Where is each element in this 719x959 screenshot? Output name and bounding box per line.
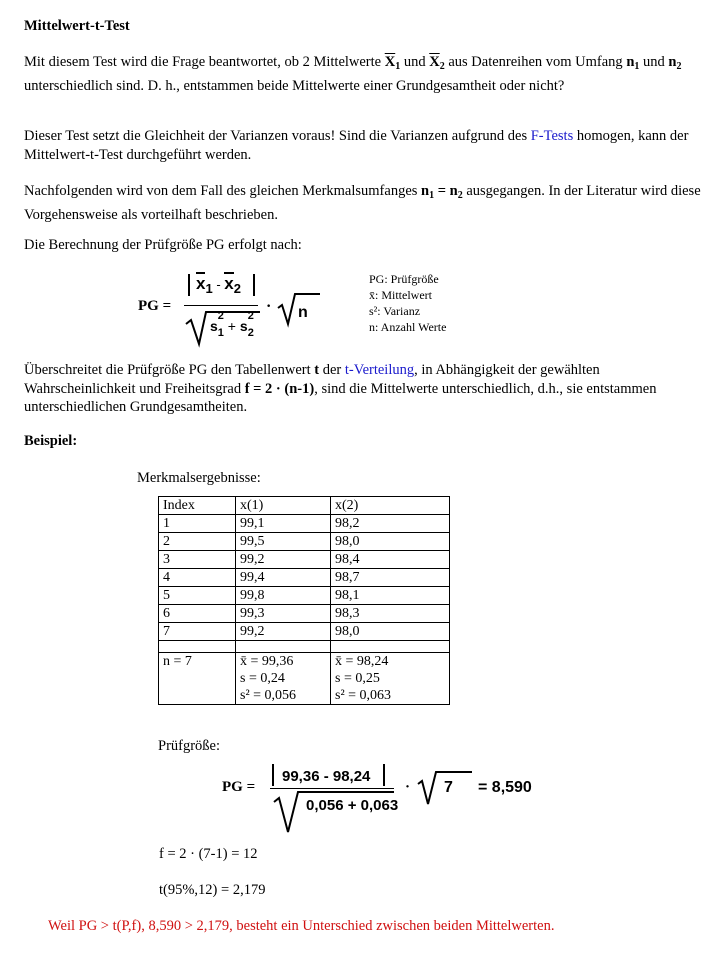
legend-item: x̄: Mittelwert [369, 288, 432, 302]
summary-mean: x̄ = 99,36 [240, 654, 294, 669]
sample-size-text-2: ausgegangen. In der Literatur wird diese Vorgehensweise als vorteilhaft beschrieben. [24, 183, 701, 223]
intro-text: Mit diesem Test wird die Frage beantwortet, ob 2 Mittelwerte [24, 54, 385, 70]
f-calculation: f = 2 · (7-1) = 12 [159, 846, 258, 862]
conclusion-text: Überschreitet die Prüfgröße PG den Tabellenwert [24, 362, 315, 378]
table-spacer-row [159, 641, 450, 653]
fraction-line [184, 305, 258, 306]
table-header: Index [159, 497, 236, 515]
table-cell [331, 641, 450, 653]
formula-legend [369, 271, 446, 335]
table-cell: 2 [159, 533, 236, 551]
table-cell: 98,7 [331, 569, 450, 587]
intro-and-2: und [639, 54, 669, 70]
conclusion-t: t [314, 362, 320, 378]
formula-numerator [188, 274, 260, 298]
table-cell: 98,4 [331, 551, 450, 569]
n-equality-sub2: 2 [457, 190, 463, 201]
intro-paragraph [24, 53, 704, 95]
table-cell: 6 [159, 605, 236, 623]
table-cell: 7 [159, 623, 236, 641]
summary-variance: s² = 0,056 [240, 688, 297, 703]
num-x1-sub: 1 [205, 281, 213, 296]
conclusion-text-4: , sind die Mittelwerte unterschiedlich, d.h., sie entstammen unterschiedlichen Grundgesamtheiten. [24, 380, 657, 415]
table-caption: Merkmalsergebnisse: [137, 470, 261, 486]
table-row [159, 515, 450, 533]
pg-dot: · [405, 779, 411, 795]
table-row [159, 533, 450, 551]
degrees-of-freedom: f = 2 · (n-1) [244, 380, 315, 397]
page-title: Mittelwert-t-Test [24, 18, 130, 34]
pg-numerator: 99,36 - 98,24 [282, 768, 371, 785]
den-s2-scripts [247, 310, 254, 339]
intro-text-2: aus Datenreihen vom Umfang [444, 54, 627, 70]
sample-size-text: Nachfolgenden wird von dem Fall des gleichen Merkmalsumfanges [24, 183, 422, 199]
table-cell: 99,4 [236, 569, 331, 587]
table-cell: 99,1 [236, 515, 331, 533]
calc-intro: Die Berechnung der Prüfgröße PG erfolgt nach: [24, 237, 302, 253]
n2: n [668, 54, 677, 70]
table-row [159, 569, 450, 587]
table-cell: 98,1 [331, 587, 450, 605]
table-summary-row [159, 653, 450, 705]
table-header: x(1) [236, 497, 331, 515]
summary-n: n = 7 [159, 653, 236, 705]
mean-x1: $\overline{X}$ [384, 54, 396, 70]
intro-text-3: unterschiedlich sind. D. h., entstammen beide Mittelwerte einer Grundgesamtheit oder nicht? [24, 77, 565, 94]
n-equality: n [421, 183, 430, 199]
pg-result: = 8,590 [478, 779, 532, 796]
n1: n [626, 54, 635, 70]
legend-item: n: Anzahl Werte [369, 320, 447, 334]
mean-x2-sub: 2 [439, 61, 445, 72]
summary-sd: s = 0,24 [240, 671, 285, 686]
table-row [159, 587, 450, 605]
num-x2-letter: x [224, 274, 234, 293]
variance-text: Dieser Test setzt die Gleichheit der Varianzen voraus! Sind die Varianzen aufgrund des [24, 128, 531, 144]
mean-x2: $\overline{X}$ [429, 54, 440, 70]
legend-item: PG: Prüfgröße [369, 272, 439, 286]
table-cell: 5 [159, 587, 236, 605]
formula-n: n [298, 304, 308, 321]
table-cell: 3 [159, 551, 236, 569]
table-cell: 98,0 [331, 533, 450, 551]
summary-sd: s = 0,25 [335, 671, 380, 686]
den-s1-sup: 2 [217, 310, 224, 322]
den-s2-sup: 2 [247, 310, 254, 322]
table-row [159, 605, 450, 623]
summary-variance: s² = 0,063 [335, 688, 392, 703]
intro-and: und [400, 54, 430, 70]
pg-abs-bar-right [383, 764, 385, 786]
table-header: x(2) [331, 497, 450, 515]
table-cell: 98,3 [331, 605, 450, 623]
table-cell: 98,0 [331, 623, 450, 641]
table-header-row [159, 497, 450, 515]
t-calculation: t(95%,12) = 2,179 [159, 882, 266, 898]
data-table [158, 496, 450, 705]
pg-abs-bar-left [272, 764, 274, 786]
final-statement: Weil PG > t(P,f), 8,590 > 2,179, besteht ein Unterschied zwischen beiden Mittelwerten. [48, 918, 555, 934]
t-distribution-link[interactable]: t-Verteilung [344, 362, 415, 378]
den-s2-sub: 2 [247, 327, 254, 339]
table-cell: 1 [159, 515, 236, 533]
table-cell: 99,5 [236, 533, 331, 551]
variance-paragraph [24, 127, 704, 164]
pg-n: 7 [444, 779, 453, 796]
den-s1: s [210, 318, 218, 334]
n-equality-sub1: 1 [429, 190, 435, 201]
pg-label: Prüfgröße: [158, 738, 221, 754]
table-cell: 99,3 [236, 605, 331, 623]
conclusion-text-3: , in Abhängigkeit der gewählten Wahrscheinlichkeit und Freiheitsgrad [24, 362, 600, 397]
conclusion-text-2: der [319, 362, 345, 378]
formula-dot: · [266, 298, 272, 315]
formula-denominator [210, 310, 254, 339]
den-s1-sub: 1 [217, 327, 224, 339]
summary-col2 [331, 653, 450, 705]
den-s1-scripts [217, 310, 224, 339]
num-minus: - [212, 277, 225, 292]
num-x1-letter: x [196, 274, 206, 293]
conclusion-paragraph [24, 361, 704, 417]
example-heading: Beispiel: [24, 433, 78, 449]
mean-x1-sub: 1 [395, 61, 401, 72]
f-test-link[interactable]: F-Tests [530, 128, 574, 144]
variance-text-2: homogen, kann der Mittelwert-t-Test durchgeführt werden. [24, 128, 689, 163]
table-cell [236, 641, 331, 653]
pg-denominator: 0,056 + 0,063 [306, 797, 399, 814]
table-cell: 99,8 [236, 587, 331, 605]
table-row [159, 623, 450, 641]
formula-lhs: PG = [138, 298, 172, 314]
den-plus: + [223, 318, 240, 334]
legend-item: s²: Varianz [369, 304, 421, 318]
abs-bar-left [188, 274, 190, 296]
n2-sub: 2 [676, 61, 682, 72]
table-cell [159, 641, 236, 653]
table-cell: 4 [159, 569, 236, 587]
summary-col1 [236, 653, 331, 705]
table-cell: 98,2 [331, 515, 450, 533]
summary-mean: x̄ = 98,24 [335, 654, 389, 669]
table-cell: 99,2 [236, 623, 331, 641]
n1-sub: 1 [634, 61, 640, 72]
sample-size-paragraph [24, 182, 704, 224]
num-x2-sub: 2 [233, 281, 241, 296]
table-row [159, 551, 450, 569]
table-cell: 99,2 [236, 551, 331, 569]
n-equality-mid: = n [434, 183, 458, 199]
num-x1 [196, 274, 241, 296]
den-s2: s [239, 318, 248, 334]
abs-bar-right [253, 274, 255, 296]
pg-calc-lhs: PG = [222, 779, 256, 795]
